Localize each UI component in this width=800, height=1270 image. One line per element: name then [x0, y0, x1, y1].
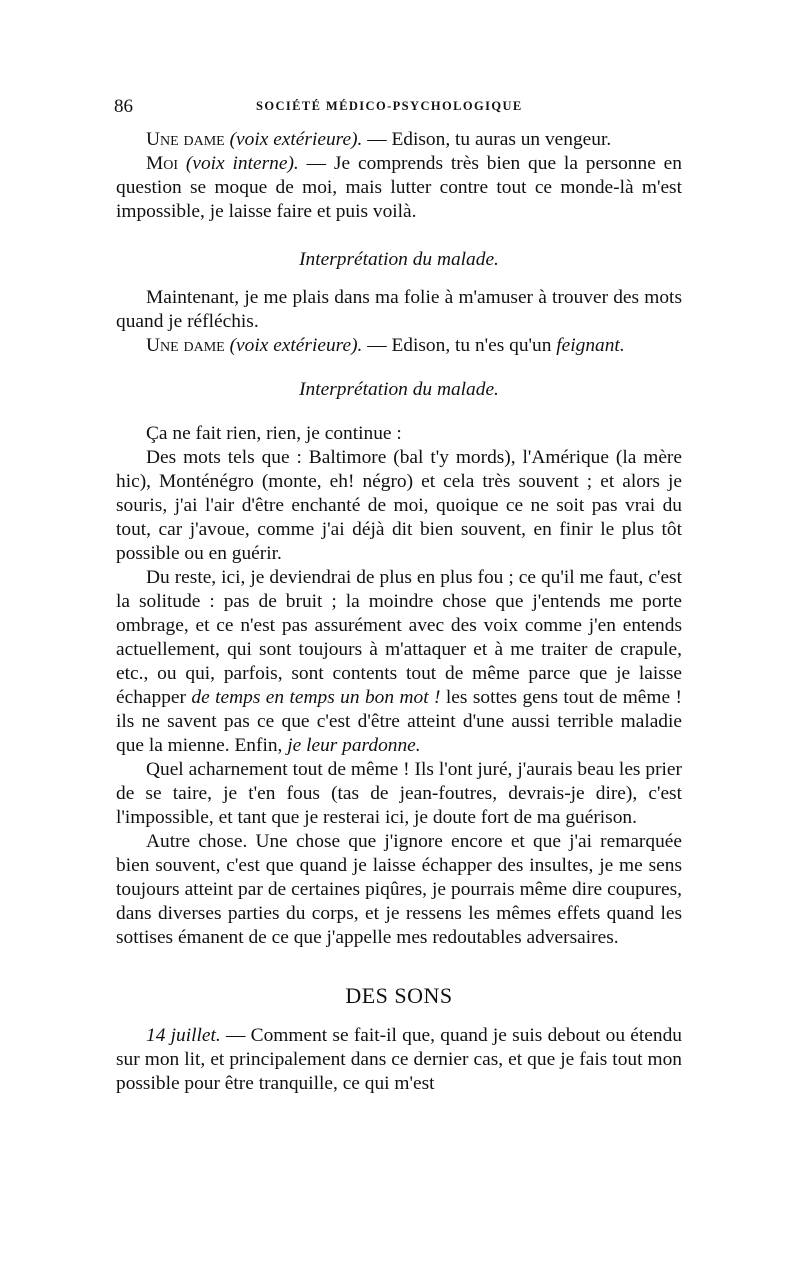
speaker-name: Une dame — [146, 335, 225, 356]
dialogue-text: — Edison, tu auras un vengeur. — [362, 129, 612, 150]
page-body — [116, 128, 682, 1096]
paragraph-text: — Comment se fait-il que, quand je suis debout ou étendu sur mon lit, et principalement dans ce dernier cas, et que je fais tout mon possible pour être tranquille, ce qui m'est — [116, 1025, 682, 1094]
emphasis-text: je leur pardonne. — [287, 735, 421, 756]
dialogue-text: — Edison, tu n'es qu'un — [362, 335, 557, 356]
paragraph-text: les sottes gens tout de même ! ils ne savent pas ce que c'est d'être atteint d'une aussi terrible maladie que la mienne. Enfin, — [116, 687, 682, 756]
body-paragraph — [116, 1024, 682, 1096]
dialogue-paragraph — [116, 128, 682, 152]
dialogue-paragraph — [116, 334, 682, 358]
emphasis-text: de temps en temps un bon mot ! — [191, 687, 441, 708]
date-label: 14 juillet. — [146, 1025, 221, 1046]
section-title: DES SONS — [345, 983, 453, 1008]
body-paragraph: Ça ne fait rien, rien, je continue : — [146, 423, 402, 444]
body-paragraph: Maintenant, je me plais dans ma folie à m'amuser à trouver des mots quand je réfléchis. — [116, 287, 682, 332]
voice-aside: (voix extérieure). — [229, 129, 363, 150]
page-number: 86 — [114, 96, 133, 117]
speaker-name: Moi — [146, 153, 179, 174]
voice-aside: (voix interne). — [185, 153, 299, 174]
dialogue-paragraph — [116, 152, 682, 224]
dialogue-text: — Je comprends très bien que la personne en question se moque de moi, mais lutter contre tout ce monde-là m'est impossible, je laisse faire et puis voilà. — [116, 153, 682, 222]
interpretation-heading: Interprétation du malade. — [299, 249, 499, 270]
body-paragraph: Quel acharnement tout de même ! Ils l'ont juré, j'aurais beau les prier de se taire, je t'en fous (tas de jean-foutres, devrais-je dire), c'est l'impossible, et tant que je resterai ici, je doute fort de ma guérison. — [116, 759, 682, 828]
emphasis-text: feignant. — [556, 335, 625, 356]
body-paragraph — [116, 566, 682, 758]
speaker-name: Une dame — [146, 129, 225, 150]
page-header — [114, 96, 684, 120]
running-head: SOCIÉTÉ MÉDICO-PSYCHOLOGIQUE — [256, 99, 523, 113]
voice-aside: (voix extérieure). — [229, 335, 363, 356]
body-paragraph: Des mots tels que : Baltimore (bal t'y mords), l'Amérique (la mère hic), Monténégro (monte, eh! négro) et cela très souvent ; et alors je souris, j'ai l'air d'être enchanté de moi, quoique ce ne soit pas vrai du tout, car j'avoue, comme j'ai déjà dit bien souvent, en finir le plus tôt possible ou en guérir. — [116, 447, 682, 564]
body-paragraph: Autre chose. Une chose que j'ignore encore et que j'ai remarquée bien souvent, c'est que quand je laisse échapper des insultes, je me sens toujours atteint par de certaines piqûres, je pourrais même dire coupures, dans diverses parties du corps, et je ressens les mêmes effets quand les sottises émanent de ce que j'appelle mes redoutables adversaires. — [116, 831, 682, 948]
paragraph-text: Du reste, ici, je deviendrai de plus en plus fou ; ce qu'il me faut, c'est la solitude : pas de bruit ; la moindre chose que j'entends me porte ombrage, et ce n'est pas assurément avec des voix comme j'en entends actuellement, qui sont toujours à m'attaquer et à me traiter de crapule, etc., ou qui, parfois, sont contents tout de même parce que je laisse échapper — [116, 567, 682, 708]
interpretation-heading: Interprétation du malade. — [299, 379, 499, 400]
